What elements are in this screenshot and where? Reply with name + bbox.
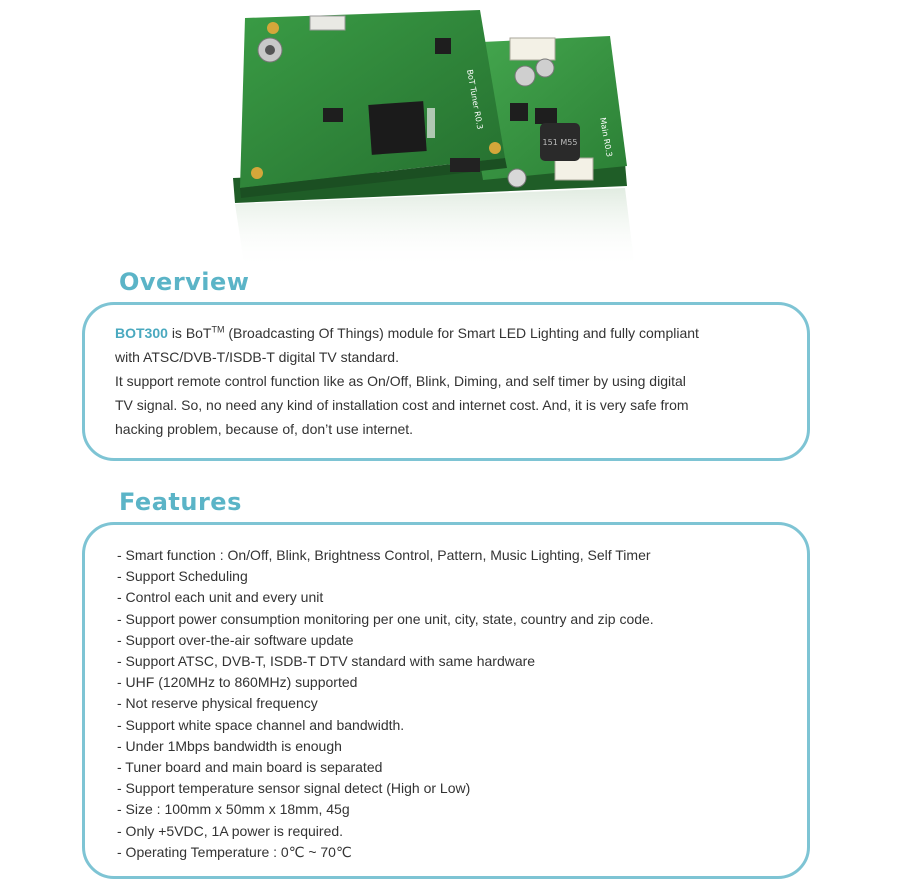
features-heading: Features: [119, 488, 242, 516]
brand-name: BOT300: [115, 325, 168, 341]
feature-item: - UHF (120MHz to 860MHz) supported: [117, 674, 358, 691]
main-board-label: Main R0.3: [598, 116, 614, 158]
feature-item: - Support ATSC, DVB-T, ISDB-T DTV standard with same hardware: [117, 653, 536, 670]
overview-intro-pre: is BoT: [171, 325, 212, 341]
overview-intro-post: (Broadcasting Of Things) module for Smart LED Lighting and fully compliant: [228, 325, 699, 341]
feature-item: - Under 1Mbps bandwidth is enough: [117, 737, 342, 754]
tuner-board-label: BoT Tuner R0.3: [465, 68, 485, 131]
feature-item: - Support white space channel and bandwidth.: [117, 716, 405, 733]
feature-item: - Not reserve physical frequency: [117, 695, 318, 712]
feature-item: - Support over-the-air software update: [117, 631, 354, 648]
overview-line: It support remote control function like as On/Off, Blink, Diming, and self timer by using digital: [115, 373, 686, 389]
overview-line: TV signal. So, no need any kind of installation cost and internet cost. And, it is very safe from: [115, 397, 689, 413]
feature-item: - Only +5VDC, 1A power is required.: [117, 822, 344, 839]
feature-item: - Tuner board and main board is separated: [117, 759, 383, 776]
feature-item: - Size : 100mm x 50mm x 18mm, 45g: [117, 801, 350, 818]
overview-text: [115, 321, 777, 441]
overview-line: hacking problem, because of, don’t use internet.: [115, 421, 414, 437]
features-panel: [82, 522, 810, 879]
feature-item: - Support power consumption monitoring per one unit, city, state, country and zip code.: [117, 610, 654, 627]
feature-item: - Operating Temperature : 0℃ ~ 70℃: [117, 843, 352, 860]
overview-heading: Overview: [119, 268, 250, 296]
feature-list: [117, 545, 777, 863]
inductor-marking: 151 M55: [542, 138, 578, 147]
feature-item: - Support Scheduling: [117, 568, 248, 585]
feature-item: - Support temperature sensor signal detect (High or Low): [117, 780, 471, 797]
overview-panel: [82, 302, 810, 461]
product-board-photo: [205, 8, 645, 270]
overview-line: with ATSC/DVB-T/ISDB-T digital TV standard.: [115, 349, 399, 365]
feature-item: - Control each unit and every unit: [117, 589, 324, 606]
feature-item: - Smart function : On/Off, Blink, Brightness Control, Pattern, Music Lighting, Self Timer: [117, 547, 651, 563]
trademark-mark: TM: [211, 324, 225, 335]
